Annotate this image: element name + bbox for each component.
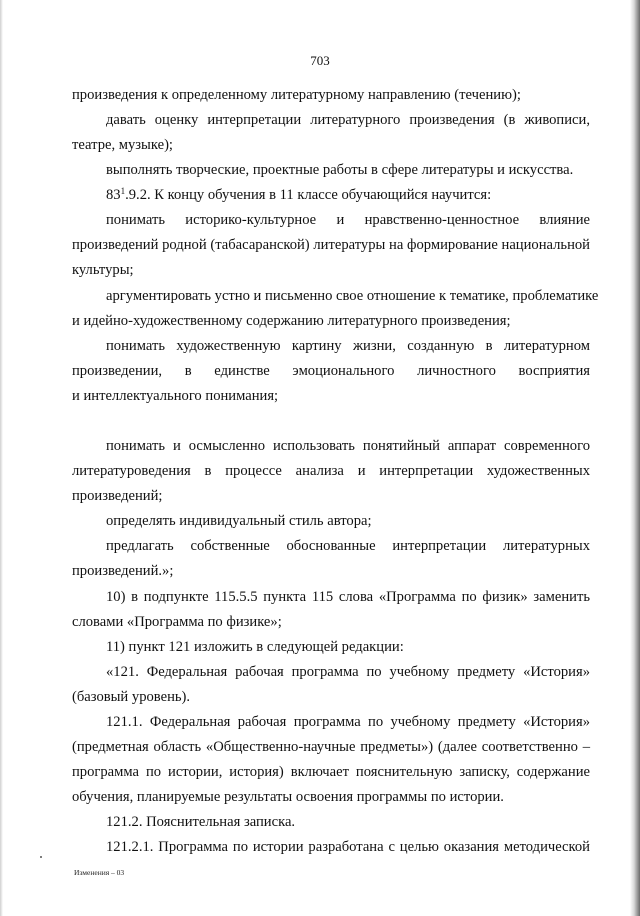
- text-line: культуры;: [72, 262, 134, 278]
- text-line: понимать и осмысленно использовать понятийный аппарат современного: [106, 438, 590, 454]
- text-line: «121. Федеральная рабочая программа по учебному предмету «История»: [106, 664, 590, 680]
- scan-speck: [40, 856, 42, 858]
- text-line: словами «Программа по физике»;: [72, 614, 282, 630]
- text-line: произведений родной (табасаранской) литературы на формирование национальной: [72, 237, 590, 253]
- text-line: понимать историко-культурное и нравственно-ценностное влияние: [106, 212, 590, 228]
- text-line: (базовый уровень).: [72, 689, 191, 705]
- text-line: 121.1. Федеральная рабочая программа по учебному предмету «История»: [106, 714, 590, 730]
- text-line: предлагать собственные обоснованные интерпретации литературных: [106, 538, 590, 554]
- scan-left-edge: [0, 0, 3, 916]
- scan-right-edge: [630, 0, 640, 916]
- text-line: 11) пункт 121 изложить в следующей редакции:: [106, 639, 404, 655]
- text-line: произведений.»;: [72, 563, 174, 579]
- text-line: 121.2. Пояснительная записка.: [106, 814, 296, 830]
- text-line: и интеллектуального понимания;: [72, 388, 279, 404]
- clause-number: 83: [106, 187, 121, 203]
- text-line: давать оценку интерпретации литературного произведения (в живописи,: [106, 112, 590, 128]
- clause-superscript: 1: [120, 186, 126, 196]
- text-line: аргументировать устно и письменно свое отношение к тематике, проблематике: [106, 288, 599, 304]
- text-line: [106, 186, 590, 204]
- text-line: театре, музыке);: [72, 137, 173, 153]
- text-line: произведения к определенному литературному направлению (течению);: [72, 87, 521, 103]
- text-line: 10) в подпункте 115.5.5 пункта 115 слова «Программа по физик» заменить: [106, 589, 590, 605]
- text-line: и идейно-художественному содержанию литературного произведения;: [72, 313, 511, 329]
- page-footer: Изменения – 03: [74, 868, 125, 877]
- text-line: определять индивидуальный стиль автора;: [106, 513, 372, 529]
- text-line: понимать художественную картину жизни, созданную в литературном: [106, 338, 590, 354]
- text-line: произведении, в единстве эмоционального личностного восприятия: [72, 363, 590, 379]
- text-line: обучения, планируемые результаты освоения программы по истории.: [72, 789, 504, 805]
- text-line: литературоведения в процессе анализа и интерпретации художественных: [72, 463, 590, 479]
- clause-text: .9.2. К концу обучения в 11 классе обучающийся научится:: [125, 187, 492, 203]
- text-line: 121.2.1. Программа по истории разработана с целью оказания методической: [106, 839, 590, 855]
- text-line: выполнять творческие, проектные работы в сфере литературы и искусства.: [106, 162, 574, 178]
- page-number: 703: [310, 53, 330, 68]
- text-line: программа по истории, история) включает пояснительную записку, содержание: [72, 764, 590, 780]
- text-line: произведений;: [72, 488, 163, 504]
- text-line: (предметная область «Общественно-научные предметы») (далее соответственно –: [72, 739, 590, 755]
